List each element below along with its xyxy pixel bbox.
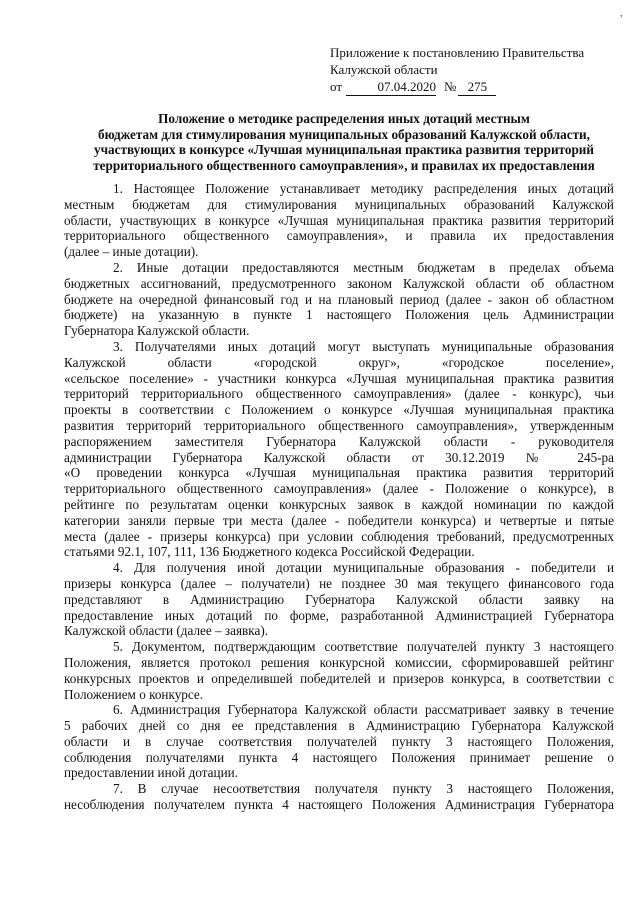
paragraph-4 (64, 560, 614, 639)
text-line: 6. Администрация Губернатора Калужской области рассматривает заявку в течение (113, 702, 614, 718)
text-line: несоблюдения получателем пункта 4 настоящего Положения Администрация Губернатора (64, 797, 614, 813)
text-line: территориального общественного самоуправления», и правила их предоставления (64, 228, 614, 244)
paragraph-5 (64, 639, 614, 702)
text-line: рейтинге по результатам оценки конкурсных заявок в каждой номинации по каждой (64, 496, 614, 512)
number-sign: № (444, 79, 457, 94)
text-line: 5 рабочих дней со дня ее представления в Администрацию Губернатора Калужской (64, 718, 614, 734)
title-line: участвующих в конкурсе «Лучшая муниципальная практика развития территорий (94, 142, 594, 157)
text-line: 5. Документом, подтверждающим соответствие получателей пункту 3 настоящего (113, 639, 614, 655)
text-line: категории заняли первые три места (далее - победители конкурса) и четвертые и пятые (64, 512, 614, 528)
paragraph-3 (64, 339, 614, 560)
decree-date: 07.04.2020 (346, 78, 436, 96)
scan-mark: , (620, 8, 623, 19)
text-line: Губернатора Калужской области. (64, 323, 250, 339)
title-line: территориального общественного самоуправления», и правилах их предоставления (93, 157, 595, 173)
text-line: территориального общественного самоуправления» (далее - Положение о конкурсе), в (64, 481, 614, 497)
text-line: бюджетных ассигнований, предусмотренного законом Калужской области об областном (64, 275, 614, 291)
text-line: соблюдения получателями пункта 4 настоящего Положения принимает решение о (64, 749, 614, 765)
appendix-header (330, 44, 630, 96)
text-line: 3. Получателями иных дотаций могут выступать муниципальные образования (113, 338, 614, 354)
text-line: распоряжением заместителя Губернатора Калужской области - руководителя (64, 433, 614, 449)
text-line: «О проведении конкурса «Лучшая муниципальная практика развития территорий (64, 465, 614, 481)
text-line: статьями 92.1, 107, 111, 136 Бюджетного кодекса Российской Федерации. (64, 544, 475, 560)
text-line: предоставлении иной дотации. (64, 765, 238, 781)
text-line: бюджете на очередной финансовый год и на плановый период (далее - закон об областном (64, 291, 614, 307)
text-line: бюджете) на указанную в пункте 1 настоящего Положения цель Администрации (64, 307, 614, 323)
text-line: Положением о конкурсе. (64, 686, 204, 702)
appendix-line-2: Калужской области (330, 62, 438, 77)
text-line: области, участвующих в конкурсе «Лучшая муниципальная практика развития территорий (64, 212, 614, 228)
text-line: 2. Иные дотации предоставляются местным бюджетам в пределах объема (113, 259, 614, 275)
title-line: бюджетам для стимулирования муниципальных образований Калужской области, (98, 126, 590, 142)
text-line: 4. Для получения иной дотации муниципальные образования - победители и (113, 560, 614, 576)
appendix-date-line (330, 78, 630, 96)
text-line: Калужской области «городской округ», «городское поселение», (64, 354, 614, 370)
document-title (64, 111, 624, 173)
text-line: администрации Губернатора Калужской области от 30.12.2019 № 245-ра (64, 449, 614, 465)
text-line: «сельское поселение» - участники конкурса «Лучшая муниципальная практика развития (64, 370, 614, 386)
text-line: развития территорий территориального общественного самоуправления», утвержденным (64, 417, 614, 433)
title-line: Положение о методике распределения иных дотаций местным (158, 111, 530, 126)
text-line: проекты в соответствии с Положением о конкурсе «Лучшая муниципальная практика (64, 402, 614, 418)
text-line: территорий территориального общественного самоуправления» (далее - конкурс), чьи (64, 386, 614, 402)
document-body (64, 181, 614, 813)
from-label: от (330, 79, 343, 94)
text-line: представляют в Администрацию Губернатора Калужской области заявку на (64, 591, 614, 607)
paragraph-2 (64, 260, 614, 339)
paragraph-1 (64, 181, 614, 260)
text-line: конкурсных проектов и определившей победителей и призеров конкурса, в соответствии с (64, 670, 614, 686)
decree-number: 275 (458, 78, 496, 96)
appendix-line-1: Приложение к постановлению Правительства (330, 45, 585, 60)
text-line: 7. В случае несоответствия получателя пункту 3 настоящего Положения, (113, 781, 614, 797)
text-line: местным бюджетам для стимулирования муниципальных образований Калужской (64, 196, 614, 212)
text-line: Положения, является протокол решения конкурсной комиссии, сформировавшей рейтинг (64, 654, 614, 670)
text-line: 1. Настоящее Положение устанавливает методику распределения иных дотаций (113, 181, 614, 196)
text-line: места (далее - призеры конкурса) при условии соблюдения требований, предусмотренных (64, 528, 614, 544)
text-line: (далее – иные дотации). (64, 244, 199, 260)
paragraph-6 (64, 702, 614, 781)
paragraph-7 (64, 781, 614, 813)
text-line: предоставление иных дотаций по форме, разработанной Администрацией Губернатора (64, 607, 614, 623)
text-line: призеры конкурса (далее – получатели) не позднее 30 мая текущего финансового года (64, 575, 614, 591)
text-line: области и в случае соответствия получателей пункту 3 настоящего Положения, (64, 733, 614, 749)
text-line: Калужской области (далее – заявка). (64, 623, 269, 639)
